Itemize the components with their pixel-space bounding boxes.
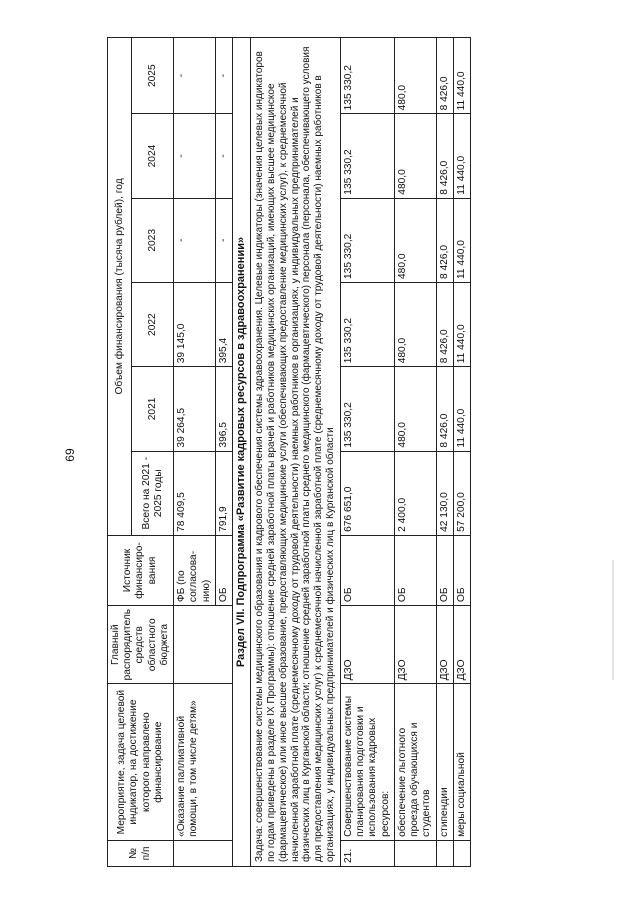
- cell-2022: 395,4: [215, 282, 232, 366]
- cell-2023: 480,0: [394, 198, 436, 282]
- cell-2021: 8 426,0: [436, 367, 453, 451]
- cell-2024: 480,0: [394, 114, 436, 198]
- header-funding-group: Объем финансирования (тысяча рублей), год: [108, 38, 132, 536]
- cell-event: меры социальной: [453, 684, 470, 841]
- cell-num: [436, 840, 453, 866]
- cell-source: ОБ: [215, 535, 232, 605]
- table-row: [174, 38, 216, 867]
- cell-num: [174, 840, 233, 866]
- header-num: № п/п: [108, 840, 174, 866]
- cell-source: ОБ: [340, 535, 394, 605]
- header-distributor: Главный распорядитель средств областного бюджета: [108, 606, 174, 684]
- cell-2024: -: [215, 114, 232, 198]
- cell-2021: 11 440,0: [453, 367, 470, 451]
- cell-num: [453, 840, 470, 866]
- page-number: 69: [63, 448, 77, 462]
- cell-2024: -: [174, 114, 216, 198]
- header-2024: 2024: [132, 114, 174, 198]
- cell-2022: 8 426,0: [436, 282, 453, 366]
- header-total: Всего на 2021 - 2025 годы: [132, 451, 174, 535]
- cell-num: [394, 840, 436, 866]
- header-2021: 2021: [132, 367, 174, 451]
- cell-2023: 8 426,0: [436, 198, 453, 282]
- scan-artifact: [612, 560, 614, 680]
- cell-total: 78 409,5: [174, 451, 216, 535]
- cell-distributor: ДЗО: [453, 606, 470, 684]
- cell-2022: 480,0: [394, 282, 436, 366]
- cell-2022: 135 330,2: [340, 282, 394, 366]
- cell-total: 791,9: [215, 451, 232, 535]
- cell-event: стипендии: [436, 684, 453, 841]
- header-2022: 2022: [132, 282, 174, 366]
- section-row: [233, 38, 251, 867]
- table-row: [453, 38, 470, 867]
- cell-2023: -: [174, 198, 216, 282]
- cell-num: 21.: [340, 840, 394, 866]
- cell-2024: 8 426,0: [436, 114, 453, 198]
- cell-event: «Оказание паллиативной помощи, в том числе детям»: [174, 684, 233, 841]
- cell-2025: 135 330,2: [340, 38, 394, 114]
- document-sheet: [107, 37, 527, 867]
- cell-2023: 11 440,0: [453, 198, 470, 282]
- cell-2024: 135 330,2: [340, 114, 394, 198]
- section-title: Раздел VII. Подпрограмма «Развитие кадровых ресурсов в здравоохранении»: [233, 38, 251, 867]
- cell-event: обеспечение льготного проезда обучающихся и студентов: [394, 684, 436, 841]
- task-text: Задача: совершенствование системы медицинского образования и кадрового обеспечения системы здравоохранения. Целевые индикаторы (значения целевых индикаторов по годам приведены в разделе IX Программы): отношение средней заработной платы врачей и работников медицинских организаций, имеющих высшее медицинское (фармацевтическое) или иное высшее образование, предоставляющих медицинские услуги (обеспечивающих предоставление медицинских услуг), к среднемесячной начисленной заработной плате (среднемесячному доходу от трудовой деятельности) наемных работников в организациях, у индивидуальных предпринимателей и физических лиц в Курганской области; отношение средней заработной платы среднего медицинского (фармацевтического) персонала (персонала, обеспечивающего условия для предоставления медицинских услуг) к среднемесячной начисленной заработной плате (среднемесячному доходу от трудовой деятельности) наемных работников в организациях, у индивидуальных предпринимателей и физических лиц в Курганской области: [251, 38, 341, 867]
- table-row: [436, 38, 453, 867]
- funding-table: [107, 37, 471, 867]
- cell-distributor: [174, 606, 233, 684]
- cell-distributor: ДЗО: [436, 606, 453, 684]
- cell-event: Совершенствование системы планирования подготовки и использования кадровых ресурсов:: [340, 684, 394, 841]
- cell-source: ОБ: [453, 535, 470, 605]
- cell-2021: 480,0: [394, 367, 436, 451]
- cell-2025: -: [215, 38, 232, 114]
- cell-2025: 11 440,0: [453, 38, 470, 114]
- cell-2023: 135 330,2: [340, 198, 394, 282]
- cell-2025: 8 426,0: [436, 38, 453, 114]
- header-row: [108, 38, 132, 867]
- cell-2021: 396,5: [215, 367, 232, 451]
- cell-2022: 11 440,0: [453, 282, 470, 366]
- table-row: [340, 38, 394, 867]
- cell-2024: 11 440,0: [453, 114, 470, 198]
- cell-distributor: ДЗО: [340, 606, 394, 684]
- cell-2025: 480,0: [394, 38, 436, 114]
- cell-2021: 135 330,2: [340, 367, 394, 451]
- header-event: Мероприятие, задача целевой индикатор, на достижение которого направлено финансирование: [108, 684, 174, 841]
- cell-source: ОБ: [394, 535, 436, 605]
- cell-total: 2 400,0: [394, 451, 436, 535]
- cell-2025: -: [174, 38, 216, 114]
- cell-total: 57 200,0: [453, 451, 470, 535]
- header-source: Источник финансиро-вания: [108, 535, 174, 605]
- cell-source: ОБ: [436, 535, 453, 605]
- cell-source: ФБ (по согласова-нию): [174, 535, 216, 605]
- cell-2023: -: [215, 198, 232, 282]
- cell-2021: 39 264,5: [174, 367, 216, 451]
- header-2023: 2023: [132, 198, 174, 282]
- cell-2022: 39 145,0: [174, 282, 216, 366]
- cell-total: 676 651,0: [340, 451, 394, 535]
- cell-distributor: ДЗО: [394, 606, 436, 684]
- table-row: [394, 38, 436, 867]
- task-row: [251, 38, 341, 867]
- header-2025: 2025: [132, 38, 174, 114]
- cell-total: 42 130,0: [436, 451, 453, 535]
